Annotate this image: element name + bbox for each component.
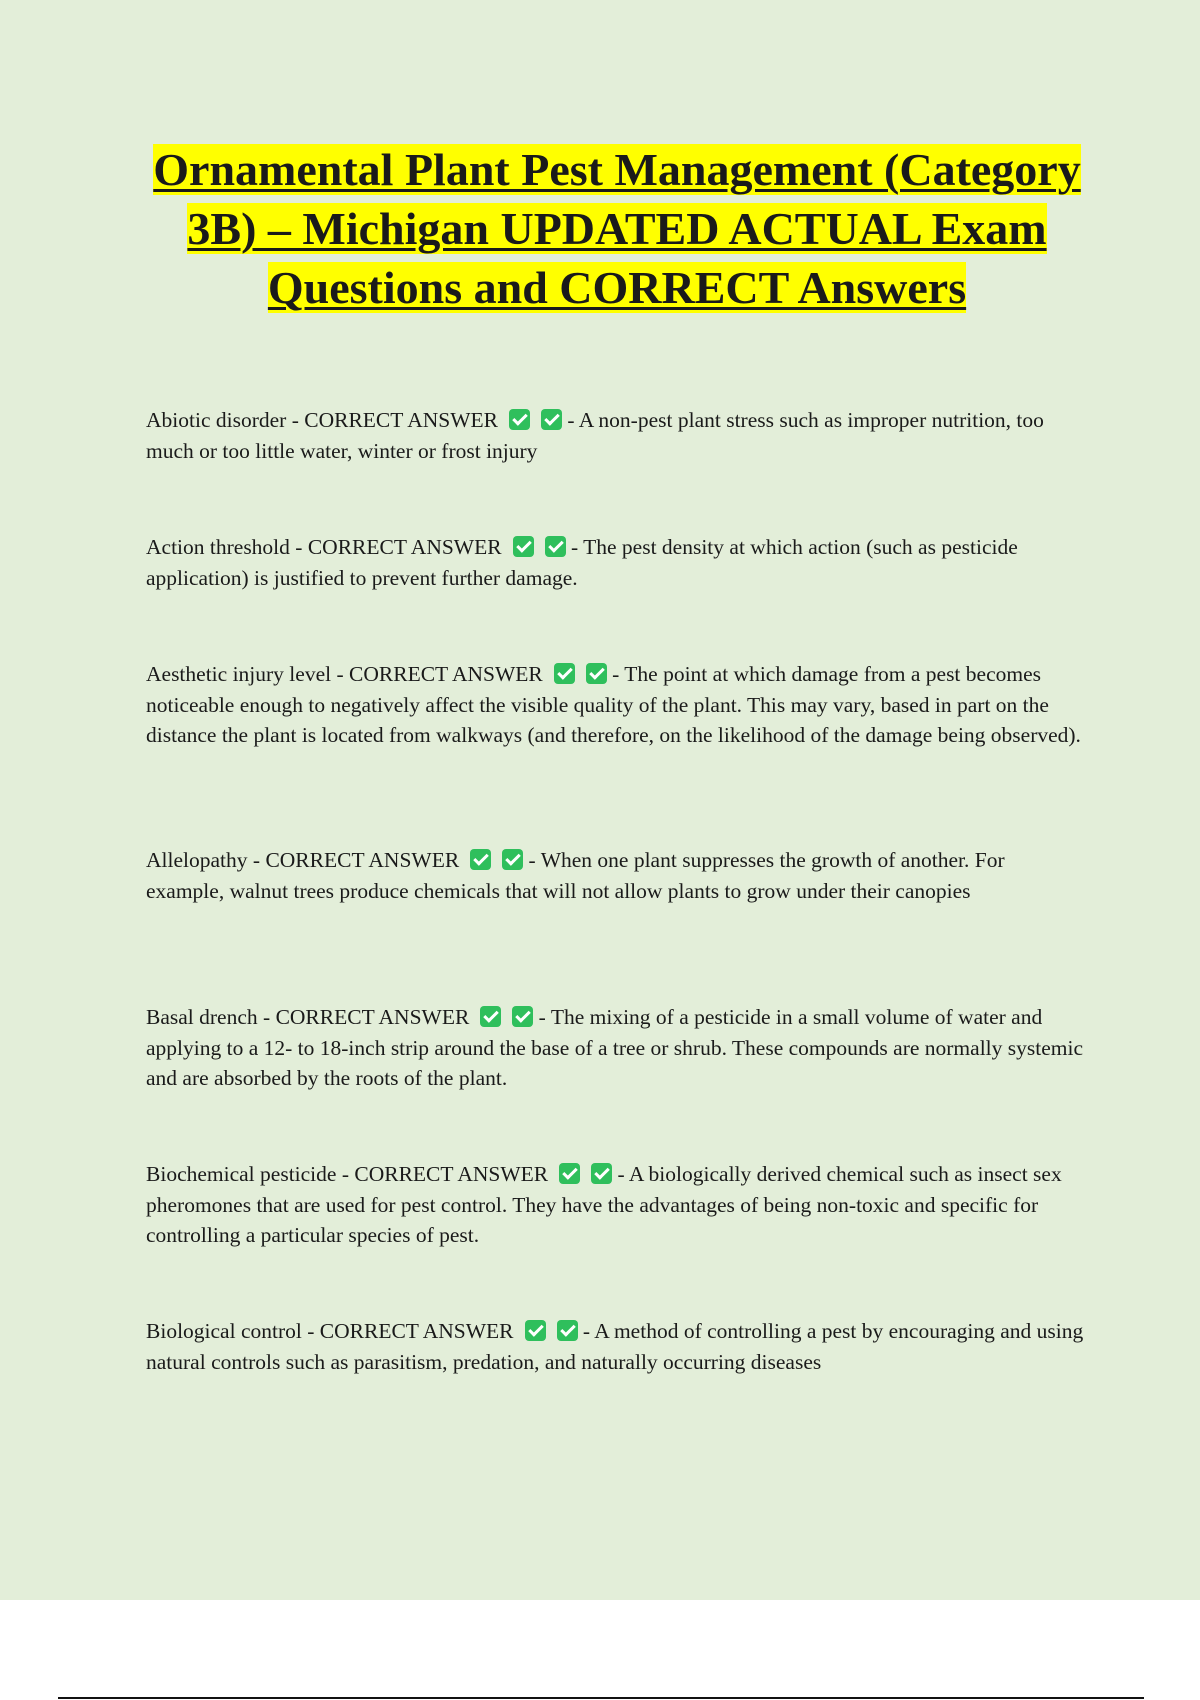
entry-definition: A method of controlling a pest by encouraging and using natural controls such as parasitism, predation, and naturally occurring diseases xyxy=(146,1319,1084,1374)
check-box-icon xyxy=(525,1320,546,1341)
list-item: Abiotic disorder - CORRECT ANSWER - A non-pest plant stress such as improper nutrition, too much or too little water, winter or frost injury xyxy=(146,408,1044,463)
entry-term: Action threshold xyxy=(146,535,290,559)
answer-label: CORRECT ANSWER xyxy=(275,1005,470,1029)
answer-label: CORRECT ANSWER xyxy=(307,535,502,559)
answer-label: CORRECT ANSWER xyxy=(349,662,543,686)
entry-definition: A biologically derived chemical such as insect sex pheromones that are used for pest control. They have the advantages of being non-toxic and specific for controlling a particular species of pest. xyxy=(146,1162,1062,1247)
entry-definition: The pest density at which action (such as pesticide application) is justified to prevent further damage. xyxy=(146,535,1018,590)
check-box-icon xyxy=(554,663,575,684)
check-box-icon xyxy=(586,663,607,684)
entry-term: Biological control xyxy=(146,1319,302,1343)
list-item: Aesthetic injury level - CORRECT ANSWER - The point at which damage from a pest becomes noticeable enough to negatively affect the visible quality of the plant. This may vary, based in part on the distance the plant is located from walkways (and therefore, on the likelihood of the damage being observed). xyxy=(146,662,1081,747)
check-box-icon xyxy=(513,536,534,557)
check-box-icon xyxy=(502,849,523,870)
entry-definition: When one plant suppresses the growth of another. For example, walnut trees produce chemicals that will not allow plants to grow under their canopies xyxy=(146,848,1005,903)
check-box-icon xyxy=(545,536,566,557)
page-title xyxy=(130,140,1104,317)
entry-term: Abiotic disorder xyxy=(146,408,287,432)
check-box-icon xyxy=(557,1320,578,1341)
list-item: Basal drench - CORRECT ANSWER - The mixing of a pesticide in a small volume of water and applying to a 12- to 18-inch strip around the base of a tree or shrub. These compounds are normally systemic and are absorbed by the roots of the plant. xyxy=(146,1005,1084,1090)
answer-label: CORRECT ANSWER xyxy=(265,848,460,872)
check-box-icon xyxy=(480,1006,501,1027)
entry-term: Allelopathy xyxy=(146,848,248,872)
check-box-icon xyxy=(512,1006,533,1027)
check-box-icon xyxy=(509,409,530,430)
check-box-icon xyxy=(541,409,562,430)
entry-definition: The point at which damage from a pest becomes noticeable enough to negatively affect the visible quality of the plant. This may vary, based in part on the distance the plant is located from walkways (and therefore, on the likelihood of the damage being observed). xyxy=(146,662,1081,747)
list-item: Biochemical pesticide - CORRECT ANSWER - A biologically derived chemical such as insect sex pheromones that are used for pest control. They have the advantages of being non-toxic and specific for controlling a particular species of pest. xyxy=(146,1162,1062,1247)
list-item: Biological control - CORRECT ANSWER - A method of controlling a pest by encouraging and using natural controls such as parasitism, predation, and naturally occurring diseases xyxy=(146,1319,1084,1374)
answer-label: CORRECT ANSWER xyxy=(319,1319,514,1343)
footer-divider xyxy=(58,1697,1144,1699)
entry-definition: A non-pest plant stress such as improper nutrition, too much or too little water, winter or frost injury xyxy=(146,408,1044,463)
check-box-icon xyxy=(470,849,491,870)
check-box-icon xyxy=(591,1163,612,1184)
list-item: Allelopathy - CORRECT ANSWER - When one plant suppresses the growth of another. For example, walnut trees produce chemicals that will not allow plants to grow under their canopies xyxy=(146,848,1005,903)
title-block xyxy=(130,140,1104,317)
check-box-icon xyxy=(559,1163,580,1184)
answer-label: CORRECT ANSWER xyxy=(354,1162,549,1186)
entry-definition: The mixing of a pesticide in a small volume of water and applying to a 12- to 18-inch strip around the base of a tree or shrub. These compounds are normally systemic and are absorbed by the roots of the plant. xyxy=(146,1005,1084,1090)
entry-term: Biochemical pesticide xyxy=(146,1162,337,1186)
entry-term: Basal drench xyxy=(146,1005,258,1029)
entry-term: Aesthetic injury level xyxy=(146,662,332,686)
page-title-text: Ornamental Plant Pest Management (Category 3B) – Michigan UPDATED ACTUAL Exam Questions and CORRECT Answers xyxy=(153,144,1081,313)
answer-label: CORRECT ANSWER xyxy=(304,408,498,432)
list-item: Action threshold - CORRECT ANSWER - The pest density at which action (such as pesticide application) is justified to prevent further damage. xyxy=(146,535,1018,590)
